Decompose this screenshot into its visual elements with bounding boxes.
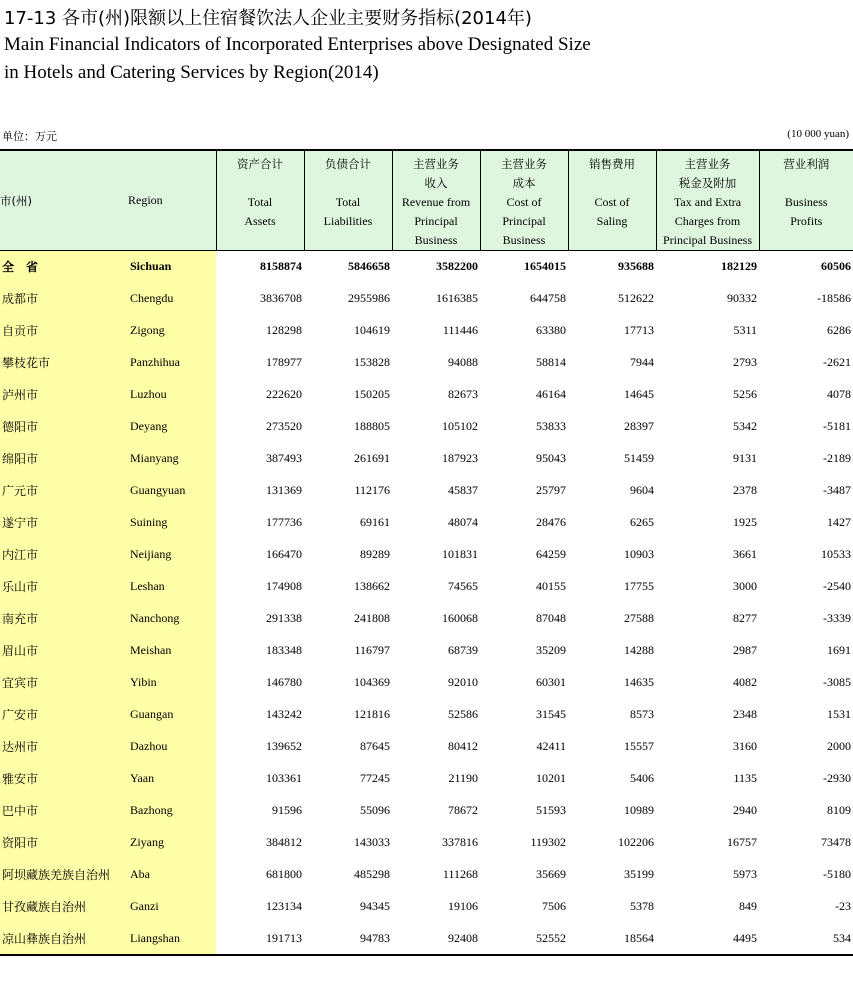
- value-cell: 8109: [827, 803, 851, 817]
- table-body: [0, 251, 853, 955]
- header-col-3: [480, 150, 568, 251]
- value-cell: 2793: [733, 355, 757, 369]
- header-region-cn: 市(州): [0, 150, 128, 251]
- header-col-0: [216, 150, 304, 251]
- value-cell: 5342: [733, 419, 757, 433]
- region-cn-cell: 宜宾市: [0, 667, 128, 699]
- value-cell: 51459: [624, 451, 654, 465]
- header-en-line: Assets: [244, 214, 276, 228]
- header-col-5: [656, 150, 759, 251]
- table-row: [0, 251, 853, 283]
- header-col-6: [759, 150, 853, 251]
- region-cn-cell: 阿坝藏族羌族自治州: [0, 859, 128, 891]
- value-cell: 644758: [530, 291, 566, 305]
- value-cell: 53833: [536, 419, 566, 433]
- value-cell: 80412: [448, 739, 478, 753]
- value-cell: 21190: [448, 771, 478, 785]
- header-en-line: Profits: [790, 214, 823, 228]
- value-cell: 512622: [618, 291, 654, 305]
- value-cell: 104369: [354, 675, 390, 689]
- value-cell: 87645: [360, 739, 390, 753]
- value-cell: 1135: [733, 771, 757, 785]
- value-cell: 8573: [630, 707, 654, 721]
- region-en-cell: Dazhou: [128, 731, 216, 763]
- value-cell: 9131: [733, 451, 757, 465]
- header-cn-line: 成本: [512, 176, 536, 190]
- region-en-cell: Zigong: [128, 315, 216, 347]
- table-row: [0, 635, 853, 667]
- value-cell: 78672: [448, 803, 478, 817]
- value-cell: 291338: [266, 611, 302, 625]
- region-cn-cell: 达州市: [0, 731, 128, 763]
- value-cell: 3160: [733, 739, 757, 753]
- value-cell: -3085: [823, 675, 851, 689]
- region-en-cell: Deyang: [128, 411, 216, 443]
- value-cell: 6286: [827, 323, 851, 337]
- table-row: [0, 571, 853, 603]
- value-cell: 384812: [266, 835, 302, 849]
- value-cell: 77245: [360, 771, 390, 785]
- table-row: [0, 507, 853, 539]
- header-en-line: Charges from: [674, 214, 741, 228]
- region-en-cell: Ganzi: [128, 891, 216, 923]
- region-cn-cell: 内江市: [0, 539, 128, 571]
- value-cell: 5378: [630, 899, 654, 913]
- region-cn-cell: 自贡市: [0, 315, 128, 347]
- value-cell: 1654015: [524, 259, 566, 274]
- value-cell: 94783: [304, 923, 392, 955]
- region-cn-cell: 广元市: [0, 475, 128, 507]
- header-cn-line: 收入: [424, 176, 448, 190]
- value-cell: 153828: [354, 355, 390, 369]
- value-cell: 5311: [733, 323, 757, 337]
- table-row: [0, 347, 853, 379]
- value-cell: 187923: [442, 451, 478, 465]
- value-cell: 183348: [266, 643, 302, 657]
- value-cell: -2540: [823, 579, 851, 593]
- value-cell: 18564: [568, 923, 656, 955]
- value-cell: 261691: [354, 451, 390, 465]
- table-row: [0, 827, 853, 859]
- value-cell: 182129: [721, 259, 757, 274]
- region-cn-cell: 攀枝花市: [0, 347, 128, 379]
- value-cell: 121816: [354, 707, 390, 721]
- value-cell: 1691: [827, 643, 851, 657]
- value-cell: 92408: [392, 923, 480, 955]
- value-cell: 31545: [536, 707, 566, 721]
- value-cell: 10201: [536, 771, 566, 785]
- value-cell: 178977: [266, 355, 302, 369]
- title-english-line1: Main Financial Indicators of Incorporated Enterprises above Designated Size: [4, 34, 591, 55]
- value-cell: 19106: [448, 899, 478, 913]
- region-cn-cell: 全 省: [0, 251, 128, 283]
- value-cell: 143033: [354, 835, 390, 849]
- region-en-cell: Aba: [128, 859, 216, 891]
- table-row: [0, 411, 853, 443]
- region-en-cell: Guangyuan: [128, 475, 216, 507]
- region-en-cell: Leshan: [128, 571, 216, 603]
- value-cell: 35209: [536, 643, 566, 657]
- title-chinese: 17-13 各市(州)限额以上住宿餐饮法人企业主要财务指标(2014年): [4, 8, 532, 29]
- region-en-cell: Liangshan: [128, 923, 216, 955]
- header-en-line: Principal: [502, 214, 546, 228]
- value-cell: 102206: [618, 835, 654, 849]
- region-en-cell: Nanchong: [128, 603, 216, 635]
- header-cn-line: 销售费用: [589, 157, 635, 171]
- value-cell: 131369: [266, 483, 302, 497]
- value-cell: 2987: [733, 643, 757, 657]
- header-en-line: Liabilities: [323, 214, 373, 228]
- value-cell: 5846658: [348, 259, 390, 274]
- value-cell: 111268: [442, 867, 478, 881]
- value-cell: 74565: [448, 579, 478, 593]
- title-english-line2: in Hotels and Catering Services by Region(2014): [4, 62, 379, 83]
- value-cell: 150205: [354, 387, 390, 401]
- value-cell: 188805: [354, 419, 390, 433]
- value-cell: 1531: [827, 707, 851, 721]
- value-cell: 94088: [448, 355, 478, 369]
- table-row: [0, 443, 853, 475]
- value-cell: 92010: [448, 675, 478, 689]
- table-row: [0, 315, 853, 347]
- unit-chinese: 单位：万元: [2, 130, 57, 143]
- region-en-cell: Sichuan: [128, 251, 216, 283]
- value-cell: 16757: [727, 835, 757, 849]
- value-cell: 104619: [354, 323, 390, 337]
- value-cell: 25797: [536, 483, 566, 497]
- region-cn-cell: 泸州市: [0, 379, 128, 411]
- value-cell: -2189: [823, 451, 851, 465]
- value-cell: 42411: [536, 739, 566, 753]
- value-cell: -2930: [823, 771, 851, 785]
- financial-indicators-table: [0, 149, 853, 956]
- value-cell: 534: [759, 923, 853, 955]
- value-cell: 15557: [624, 739, 654, 753]
- header-en-line: Principal Business: [663, 233, 752, 247]
- region-en-cell: Mianyang: [128, 443, 216, 475]
- value-cell: 146780: [266, 675, 302, 689]
- value-cell: 222620: [266, 387, 302, 401]
- value-cell: -3487: [823, 483, 851, 497]
- region-cn-cell: 甘孜藏族自治州: [0, 891, 128, 923]
- table-row: [0, 379, 853, 411]
- header-en-line: Tax and Extra: [673, 195, 742, 209]
- value-cell: 95043: [536, 451, 566, 465]
- value-cell: 138662: [354, 579, 390, 593]
- value-cell: 73478: [821, 835, 851, 849]
- value-cell: 241808: [354, 611, 390, 625]
- region-cn-cell: 凉山彝族自治州: [0, 923, 128, 955]
- value-cell: 14645: [624, 387, 654, 401]
- region-en-cell: Luzhou: [128, 379, 216, 411]
- value-cell: 91596: [272, 803, 302, 817]
- table-row: [0, 603, 853, 635]
- value-cell: 123134: [266, 899, 302, 913]
- value-cell: 89289: [360, 547, 390, 561]
- value-cell: 7944: [630, 355, 654, 369]
- value-cell: -5181: [823, 419, 851, 433]
- region-en-cell: Yaan: [128, 763, 216, 795]
- header-cn-line: 主营业务: [501, 157, 547, 171]
- value-cell: 1427: [827, 515, 851, 529]
- header-col-4: [568, 150, 656, 251]
- value-cell: -23: [835, 899, 851, 913]
- value-cell: 90332: [727, 291, 757, 305]
- value-cell: 2348: [733, 707, 757, 721]
- region-en-cell: Panzhihua: [128, 347, 216, 379]
- value-cell: 82673: [448, 387, 478, 401]
- value-cell: 5973: [733, 867, 757, 881]
- value-cell: 27588: [624, 611, 654, 625]
- header-en-line: Cost of: [506, 195, 542, 209]
- value-cell: 9604: [630, 483, 654, 497]
- value-cell: 35669: [536, 867, 566, 881]
- value-cell: 337816: [442, 835, 478, 849]
- value-cell: 6265: [630, 515, 654, 529]
- region-en-cell: Suining: [128, 507, 216, 539]
- value-cell: 105102: [442, 419, 478, 433]
- region-en-cell: Yibin: [128, 667, 216, 699]
- value-cell: 4078: [827, 387, 851, 401]
- value-cell: 935688: [618, 259, 654, 274]
- value-cell: 94345: [360, 899, 390, 913]
- region-cn-cell: 绵阳市: [0, 443, 128, 475]
- value-cell: 128298: [266, 323, 302, 337]
- header-en-line: Business: [414, 233, 458, 247]
- region-cn-cell: 巴中市: [0, 795, 128, 827]
- table-row: [0, 923, 853, 955]
- header-cn-line: 资产合计: [237, 157, 283, 171]
- value-cell: 63380: [536, 323, 566, 337]
- header-region-en: Region: [128, 150, 216, 251]
- value-cell: 2000: [827, 739, 851, 753]
- table-row: [0, 763, 853, 795]
- table-row: [0, 699, 853, 731]
- header-cn-line: 主营业务: [684, 157, 731, 171]
- region-en-cell: Guangan: [128, 699, 216, 731]
- value-cell: 51593: [536, 803, 566, 817]
- value-cell: 10989: [624, 803, 654, 817]
- value-cell: 40155: [536, 579, 566, 593]
- header-cn-line: 税金及附加: [678, 176, 737, 190]
- region-cn-cell: 成都市: [0, 283, 128, 315]
- header-cn-line: 营业利润: [783, 157, 830, 171]
- table-row: [0, 731, 853, 763]
- value-cell: 55096: [360, 803, 390, 817]
- value-cell: 52586: [448, 707, 478, 721]
- value-cell: 5406: [630, 771, 654, 785]
- value-cell: 119302: [530, 835, 566, 849]
- region-en-cell: Ziyang: [128, 827, 216, 859]
- header-en-line: Business: [784, 195, 828, 209]
- region-cn-cell: 遂宁市: [0, 507, 128, 539]
- region-cn-cell: 德阳市: [0, 411, 128, 443]
- value-cell: 485298: [354, 867, 390, 881]
- header-en-line: Revenue from: [401, 195, 471, 209]
- value-cell: 60301: [536, 675, 566, 689]
- value-cell: 160068: [442, 611, 478, 625]
- value-cell: 3661: [733, 547, 757, 561]
- value-cell: -18586: [817, 291, 851, 305]
- value-cell: 4495: [656, 923, 759, 955]
- region-cn-cell: 资阳市: [0, 827, 128, 859]
- region-en-cell: Chengdu: [128, 283, 216, 315]
- value-cell: 177736: [266, 515, 302, 529]
- value-cell: -3339: [823, 611, 851, 625]
- value-cell: 1925: [733, 515, 757, 529]
- value-cell: 87048: [536, 611, 566, 625]
- value-cell: 5256: [733, 387, 757, 401]
- value-cell: 60506: [821, 259, 851, 274]
- header-en-line: Business: [502, 233, 546, 247]
- value-cell: 17755: [624, 579, 654, 593]
- value-cell: 69161: [360, 515, 390, 529]
- value-cell: 143242: [266, 707, 302, 721]
- value-cell: 3582200: [436, 259, 478, 274]
- header-en-line: Cost of: [594, 195, 630, 209]
- value-cell: 14288: [624, 643, 654, 657]
- value-cell: 46164: [536, 387, 566, 401]
- value-cell: 10533: [821, 547, 851, 561]
- value-cell: 387493: [266, 451, 302, 465]
- value-cell: 4082: [733, 675, 757, 689]
- value-cell: 58814: [536, 355, 566, 369]
- value-cell: 174908: [266, 579, 302, 593]
- region-en-cell: Meishan: [128, 635, 216, 667]
- value-cell: 2955986: [348, 291, 390, 305]
- value-cell: -5180: [823, 867, 851, 881]
- value-cell: 8158874: [260, 259, 302, 274]
- value-cell: 48074: [448, 515, 478, 529]
- table-row: [0, 283, 853, 315]
- value-cell: 7506: [542, 899, 566, 913]
- header-row: [0, 150, 853, 251]
- value-cell: 10903: [624, 547, 654, 561]
- table-row: [0, 891, 853, 923]
- value-cell: 3836708: [260, 291, 302, 305]
- region-cn-cell: 雅安市: [0, 763, 128, 795]
- value-cell: 28476: [536, 515, 566, 529]
- region-cn-cell: 南充市: [0, 603, 128, 635]
- table-row: [0, 859, 853, 891]
- header-en-line: Total: [247, 195, 273, 209]
- value-cell: 14635: [624, 675, 654, 689]
- value-cell: 166470: [266, 547, 302, 561]
- region-cn-cell: 广安市: [0, 699, 128, 731]
- value-cell: 101831: [442, 547, 478, 561]
- region-en-cell: Neijiang: [128, 539, 216, 571]
- value-cell: 111446: [442, 323, 478, 337]
- region-cn-cell: 眉山市: [0, 635, 128, 667]
- table-row: [0, 795, 853, 827]
- value-cell: 139652: [266, 739, 302, 753]
- region-en-cell: Bazhong: [128, 795, 216, 827]
- value-cell: 28397: [624, 419, 654, 433]
- value-cell: 1616385: [436, 291, 478, 305]
- header-en-line: Principal: [414, 214, 458, 228]
- value-cell: 8277: [733, 611, 757, 625]
- value-cell: 191713: [216, 923, 304, 955]
- value-cell: 52552: [480, 923, 568, 955]
- header-cn-line: 负债合计: [325, 157, 371, 171]
- header-cn-line: 主营业务: [413, 157, 459, 171]
- value-cell: 112176: [354, 483, 390, 497]
- value-cell: 273520: [266, 419, 302, 433]
- value-cell: 68739: [448, 643, 478, 657]
- header-col-2: [392, 150, 480, 251]
- value-cell: 2378: [733, 483, 757, 497]
- table-row: [0, 667, 853, 699]
- value-cell: 35199: [624, 867, 654, 881]
- value-cell: 45837: [448, 483, 478, 497]
- header-col-1: [304, 150, 392, 251]
- value-cell: 2940: [733, 803, 757, 817]
- value-cell: 681800: [266, 867, 302, 881]
- region-cn-cell: 乐山市: [0, 571, 128, 603]
- header-en-line: Total: [335, 195, 361, 209]
- unit-english: (10 000 yuan): [787, 128, 849, 140]
- value-cell: 103361: [266, 771, 302, 785]
- value-cell: 64259: [536, 547, 566, 561]
- value-cell: -2621: [823, 355, 851, 369]
- header-en-line: Saling: [596, 214, 628, 228]
- value-cell: 849: [739, 899, 757, 913]
- table-row: [0, 475, 853, 507]
- table-row: [0, 539, 853, 571]
- value-cell: 17713: [624, 323, 654, 337]
- value-cell: 3000: [733, 579, 757, 593]
- value-cell: 116797: [354, 643, 390, 657]
